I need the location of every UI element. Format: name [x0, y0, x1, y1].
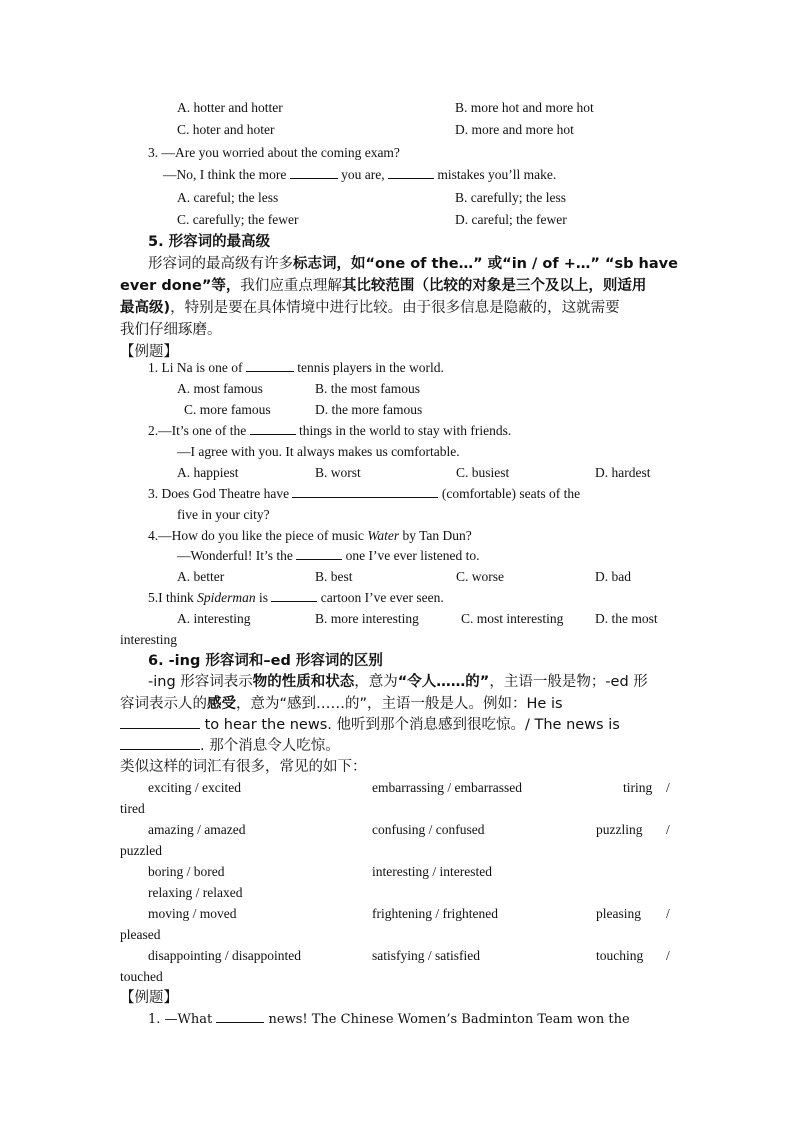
question-stem: 2.—It’s one of the things in the world to stay with friends.	[148, 423, 512, 438]
answer-blank[interactable]	[120, 715, 200, 729]
answer-blank[interactable]	[388, 165, 434, 179]
word-pair-wrap: tired	[120, 801, 145, 816]
option-a: A. careful; the less	[177, 190, 279, 205]
paragraph-line: to hear the news. 他听到那个消息感到很吃惊。/ The news is	[120, 715, 620, 735]
option-b: B. more interesting	[315, 611, 419, 626]
slash: /	[666, 906, 670, 921]
option-b: B. carefully; the less	[455, 190, 566, 205]
word-pair: satisfying / satisfied	[372, 948, 480, 963]
word-pair: touching	[596, 948, 644, 963]
option-d: D. more and more hot	[455, 122, 574, 137]
slash: /	[666, 948, 670, 963]
option-d: D. careful; the fewer	[455, 212, 567, 227]
option-c: C. busiest	[456, 465, 510, 480]
option-d: D. the more famous	[315, 402, 423, 417]
paragraph-line: 最高级)，特别是要在具体情境中进行比较。由于很多信息是隐蔽的，这就需要	[120, 300, 620, 316]
option-b: B. best	[315, 569, 353, 584]
question-line: —Wonderful! It’s the one I’ve ever listened to.	[177, 548, 480, 563]
word-pair: confusing / confused	[372, 822, 485, 837]
question-line: —No, I think the more you are, mistakes you’ll make.	[163, 167, 557, 182]
paragraph-line: -ing 形容词表示物的性质和状态，意为“令人……的”，主语一般是物；-ed 形	[148, 674, 648, 690]
word-pair: puzzling	[596, 822, 643, 837]
question-line: —I agree with you. It always makes us comfortable.	[177, 444, 460, 459]
question-stem: 5.I think Spiderman is cartoon I’ve ever seen.	[148, 590, 444, 605]
paragraph-line: 类似这样的词汇有很多，常见的如下：	[120, 759, 367, 775]
word-pair: relaxing / relaxed	[148, 885, 243, 900]
answer-blank[interactable]	[292, 484, 438, 498]
word-pair: disappointing / disappointed	[148, 948, 301, 963]
paragraph-line: 我们仔细琢磨。	[120, 322, 222, 338]
answer-blank[interactable]	[216, 1009, 264, 1023]
question-stem: 1. —What news! The Chinese Women’s Badminton Team won the	[148, 1009, 630, 1030]
paragraph-line: 形容词的最高级有许多标志词，如“one of the…” 或“in / of +…” “sb have	[148, 256, 678, 272]
option-c: C. more famous	[184, 402, 271, 417]
paragraph-line: . 那个消息令人吃惊。	[120, 736, 340, 756]
section-heading: 6. -ing 形容词和–ed 形容词的区别	[148, 653, 383, 669]
option-a: A. interesting	[177, 611, 251, 626]
option-d: D. hardest	[595, 465, 651, 480]
word-pair-wrap: puzzled	[120, 843, 162, 858]
option-b: B. more hot and more hot	[455, 100, 594, 115]
question-stem: 3. —Are you worried about the coming exam?	[148, 145, 400, 160]
option-a: A. happiest	[177, 465, 239, 480]
section-heading: 5. 形容词的最高级	[148, 234, 271, 250]
question-line: five in your city?	[177, 507, 270, 522]
answer-blank[interactable]	[250, 421, 296, 435]
answer-blank[interactable]	[296, 546, 342, 560]
word-pair: exciting / excited	[148, 780, 241, 795]
option-a: A. most famous	[177, 381, 263, 396]
answer-blank[interactable]	[290, 165, 338, 179]
word-pair: boring / bored	[148, 864, 225, 879]
option-c: C. carefully; the fewer	[177, 212, 299, 227]
word-pair: interesting / interested	[372, 864, 492, 879]
paragraph-line: ever done”等，我们应重点理解其比较范围（比较的对象是三个及以上，则适用	[120, 278, 647, 294]
paragraph-line: 容词表示人的感受，意为“感到……的”，主语一般是人。例如：He is	[120, 696, 563, 712]
word-pair: pleasing	[596, 906, 641, 921]
word-pair: frightening / frightened	[372, 906, 498, 921]
word-pair: amazing / amazed	[148, 822, 246, 837]
question-stem: 1. Li Na is one of tennis players in the world.	[148, 360, 444, 375]
option-a: A. hotter and hotter	[177, 100, 283, 115]
option-d: D. bad	[595, 569, 631, 584]
word-pair: tiring	[623, 780, 653, 795]
option-d: D. the most	[595, 611, 658, 626]
option-c: C. most interesting	[461, 611, 564, 626]
question-stem: 4.—How do you like the piece of music Water by Tan Dun?	[148, 528, 472, 543]
word-pair-wrap: touched	[120, 969, 163, 984]
word-pair: moving / moved	[148, 906, 237, 921]
option-c: C. hoter and hoter	[177, 122, 275, 137]
option-d-wrap: interesting	[120, 632, 177, 647]
option-a: A. better	[177, 569, 225, 584]
example-label: 【例题】	[120, 344, 178, 360]
word-pair: embarrassing / embarrassed	[372, 780, 522, 795]
option-c: C. worse	[456, 569, 504, 584]
option-b: B. worst	[315, 465, 361, 480]
word-pair-wrap: pleased	[120, 927, 161, 942]
question-stem: 3. Does God Theatre have (comfortable) seats of the	[148, 486, 581, 501]
example-label: 【例题】	[120, 990, 178, 1006]
answer-blank[interactable]	[246, 358, 294, 372]
slash: /	[666, 780, 670, 795]
option-b: B. the most famous	[315, 381, 420, 396]
answer-blank[interactable]	[271, 588, 317, 602]
answer-blank[interactable]	[120, 736, 200, 750]
slash: /	[666, 822, 670, 837]
